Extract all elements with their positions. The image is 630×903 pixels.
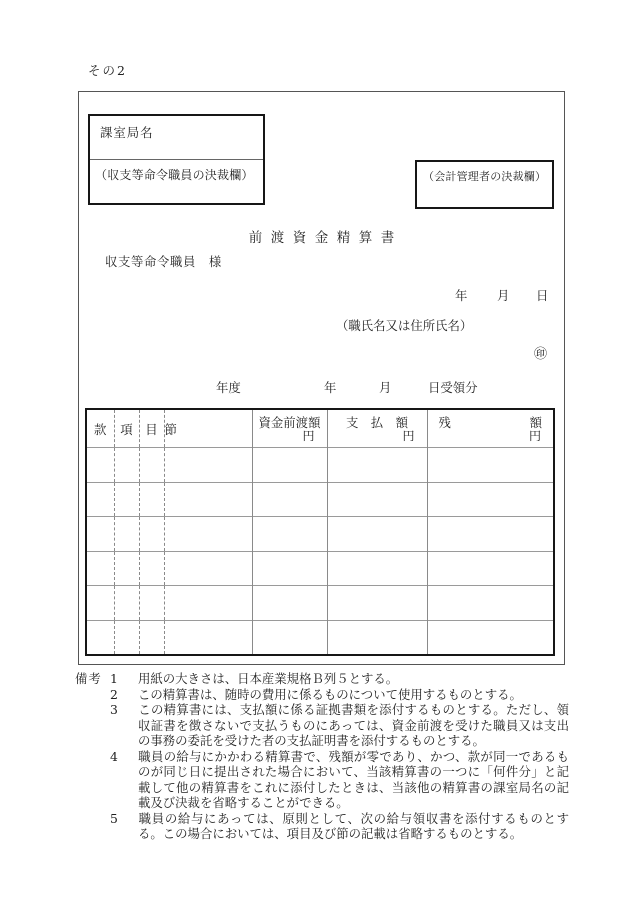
remark-text: 職員の給与にあっては、原則として、次の給与領収書を添付するものとする。この場合においては、項目及び節の記載は省略するものとする。 — [138, 810, 569, 841]
remark-item — [110, 749, 569, 811]
remark-text: 用紙の大きさは、日本産業規格Ｂ列５とする。 — [138, 671, 399, 686]
remarks-section — [75, 671, 569, 842]
empty-cell — [139, 482, 164, 517]
empty-cell — [427, 586, 554, 621]
form-number: その2 — [88, 63, 127, 78]
order-staff-approval-label: （収支等命令職員の決裁欄） — [95, 168, 254, 182]
remaining-amount-label: 残 額 — [438, 414, 542, 430]
empty-cell — [427, 620, 554, 655]
period-month-label: 月 — [379, 380, 392, 395]
empty-cell — [252, 551, 327, 586]
remark-item — [110, 702, 569, 749]
department-approval-box — [88, 114, 265, 205]
empty-cell — [164, 448, 252, 483]
empty-cell — [327, 517, 427, 552]
column-header-setsu: 節 — [164, 409, 252, 448]
remark-number: 4 — [110, 748, 118, 764]
table-row — [86, 517, 554, 552]
seal-mark-icon: ㊞ — [534, 347, 548, 362]
remark-text: 職員の給与にかかわる精算書で、残額が零であり、かつ、款が同一であるものが同じ日に提出された場合において、当該精算書の一つに「何件分」と記載して他の精算書をこれに添付したときは、当該他の精算書の課室局名の記載及び決裁を省略することができる。 — [138, 748, 569, 810]
table-body — [86, 448, 554, 655]
column-header-kan: 款 — [94, 421, 107, 437]
empty-cell — [86, 448, 114, 483]
empty-cell — [114, 517, 139, 552]
remarks-label: 備考 — [75, 671, 102, 686]
empty-cell — [86, 517, 114, 552]
empty-cell — [427, 448, 554, 483]
empty-cell — [252, 620, 327, 655]
table-header-row — [86, 409, 554, 448]
empty-cell — [327, 482, 427, 517]
empty-cell — [327, 586, 427, 621]
table-row — [86, 551, 554, 586]
accounting-manager-approval-box: （会計管理者の決裁欄） — [415, 160, 554, 209]
remaining-amount-unit: 円 — [528, 428, 541, 443]
remark-number: 2 — [110, 686, 118, 702]
empty-cell — [86, 482, 114, 517]
advance-amount-unit: 円 — [302, 428, 315, 443]
settlement-table — [85, 408, 555, 656]
name-or-address-label: （職氏名又は住所氏名） — [336, 318, 473, 333]
remark-item — [110, 811, 569, 842]
remark-number: 3 — [110, 702, 118, 717]
period-fiscal-year-label: 年度 — [216, 380, 241, 395]
empty-cell — [164, 482, 252, 517]
empty-cell — [252, 448, 327, 483]
empty-cell — [164, 620, 252, 655]
empty-cell — [114, 482, 139, 517]
empty-cell — [139, 517, 164, 552]
empty-cell — [114, 551, 139, 586]
department-name-label: 課室局名 — [90, 116, 263, 160]
empty-cell — [86, 586, 114, 621]
column-header-advance-amount — [252, 409, 327, 448]
empty-cell — [114, 586, 139, 621]
empty-cell — [139, 620, 164, 655]
addressee-line: 収支等命令職員 様 — [105, 254, 222, 269]
remark-number: 1 — [110, 671, 118, 686]
empty-cell — [139, 551, 164, 586]
payment-amount-label: 支 払 額 — [346, 414, 408, 430]
period-year-label: 年 — [324, 380, 337, 395]
advance-amount-label: 資金前渡額 — [258, 414, 321, 430]
empty-cell — [327, 551, 427, 586]
empty-cell — [114, 620, 139, 655]
remark-number: 5 — [110, 810, 118, 826]
date-month-label: 月 — [497, 288, 510, 303]
empty-cell — [327, 448, 427, 483]
payment-amount-unit: 円 — [402, 428, 415, 443]
table-row — [86, 586, 554, 621]
empty-cell — [164, 586, 252, 621]
empty-cell — [164, 517, 252, 552]
form-title: 前渡資金精算書 — [248, 230, 403, 246]
empty-cell — [114, 448, 139, 483]
date-day-label: 日 — [536, 288, 549, 303]
empty-cell — [86, 620, 114, 655]
remark-text: この精算書は、随時の費用に係るものについて使用するものとする。 — [138, 686, 522, 702]
empty-cell — [139, 448, 164, 483]
table-row — [86, 620, 554, 655]
empty-cell — [164, 551, 252, 586]
empty-cell — [427, 551, 554, 586]
remark-item — [110, 687, 569, 703]
empty-cell — [86, 551, 114, 586]
column-header-ko: 項 — [114, 409, 139, 448]
column-header-payment-amount — [327, 409, 427, 448]
remarks-list — [110, 671, 569, 842]
remark-text: この精算書には、支払額に係る証拠書類を添付するものとする。ただし、領収証書を徴さないで支払うものにあっては、資金前渡を受けた職員又は支出の事務の委託を受けた者の支払証明書を添付するものとする。 — [138, 702, 569, 748]
empty-cell — [252, 517, 327, 552]
period-received-label: 日受領分 — [428, 380, 478, 395]
empty-cell — [252, 482, 327, 517]
empty-cell — [427, 517, 554, 552]
table-row — [86, 482, 554, 517]
column-header-moku: 目 — [139, 409, 164, 448]
column-header-remaining-amount — [427, 409, 554, 448]
empty-cell — [327, 620, 427, 655]
empty-cell — [427, 482, 554, 517]
empty-cell — [252, 586, 327, 621]
remark-item — [110, 671, 569, 687]
date-year-label: 年 — [455, 288, 468, 303]
empty-cell — [139, 586, 164, 621]
table-row — [86, 448, 554, 483]
